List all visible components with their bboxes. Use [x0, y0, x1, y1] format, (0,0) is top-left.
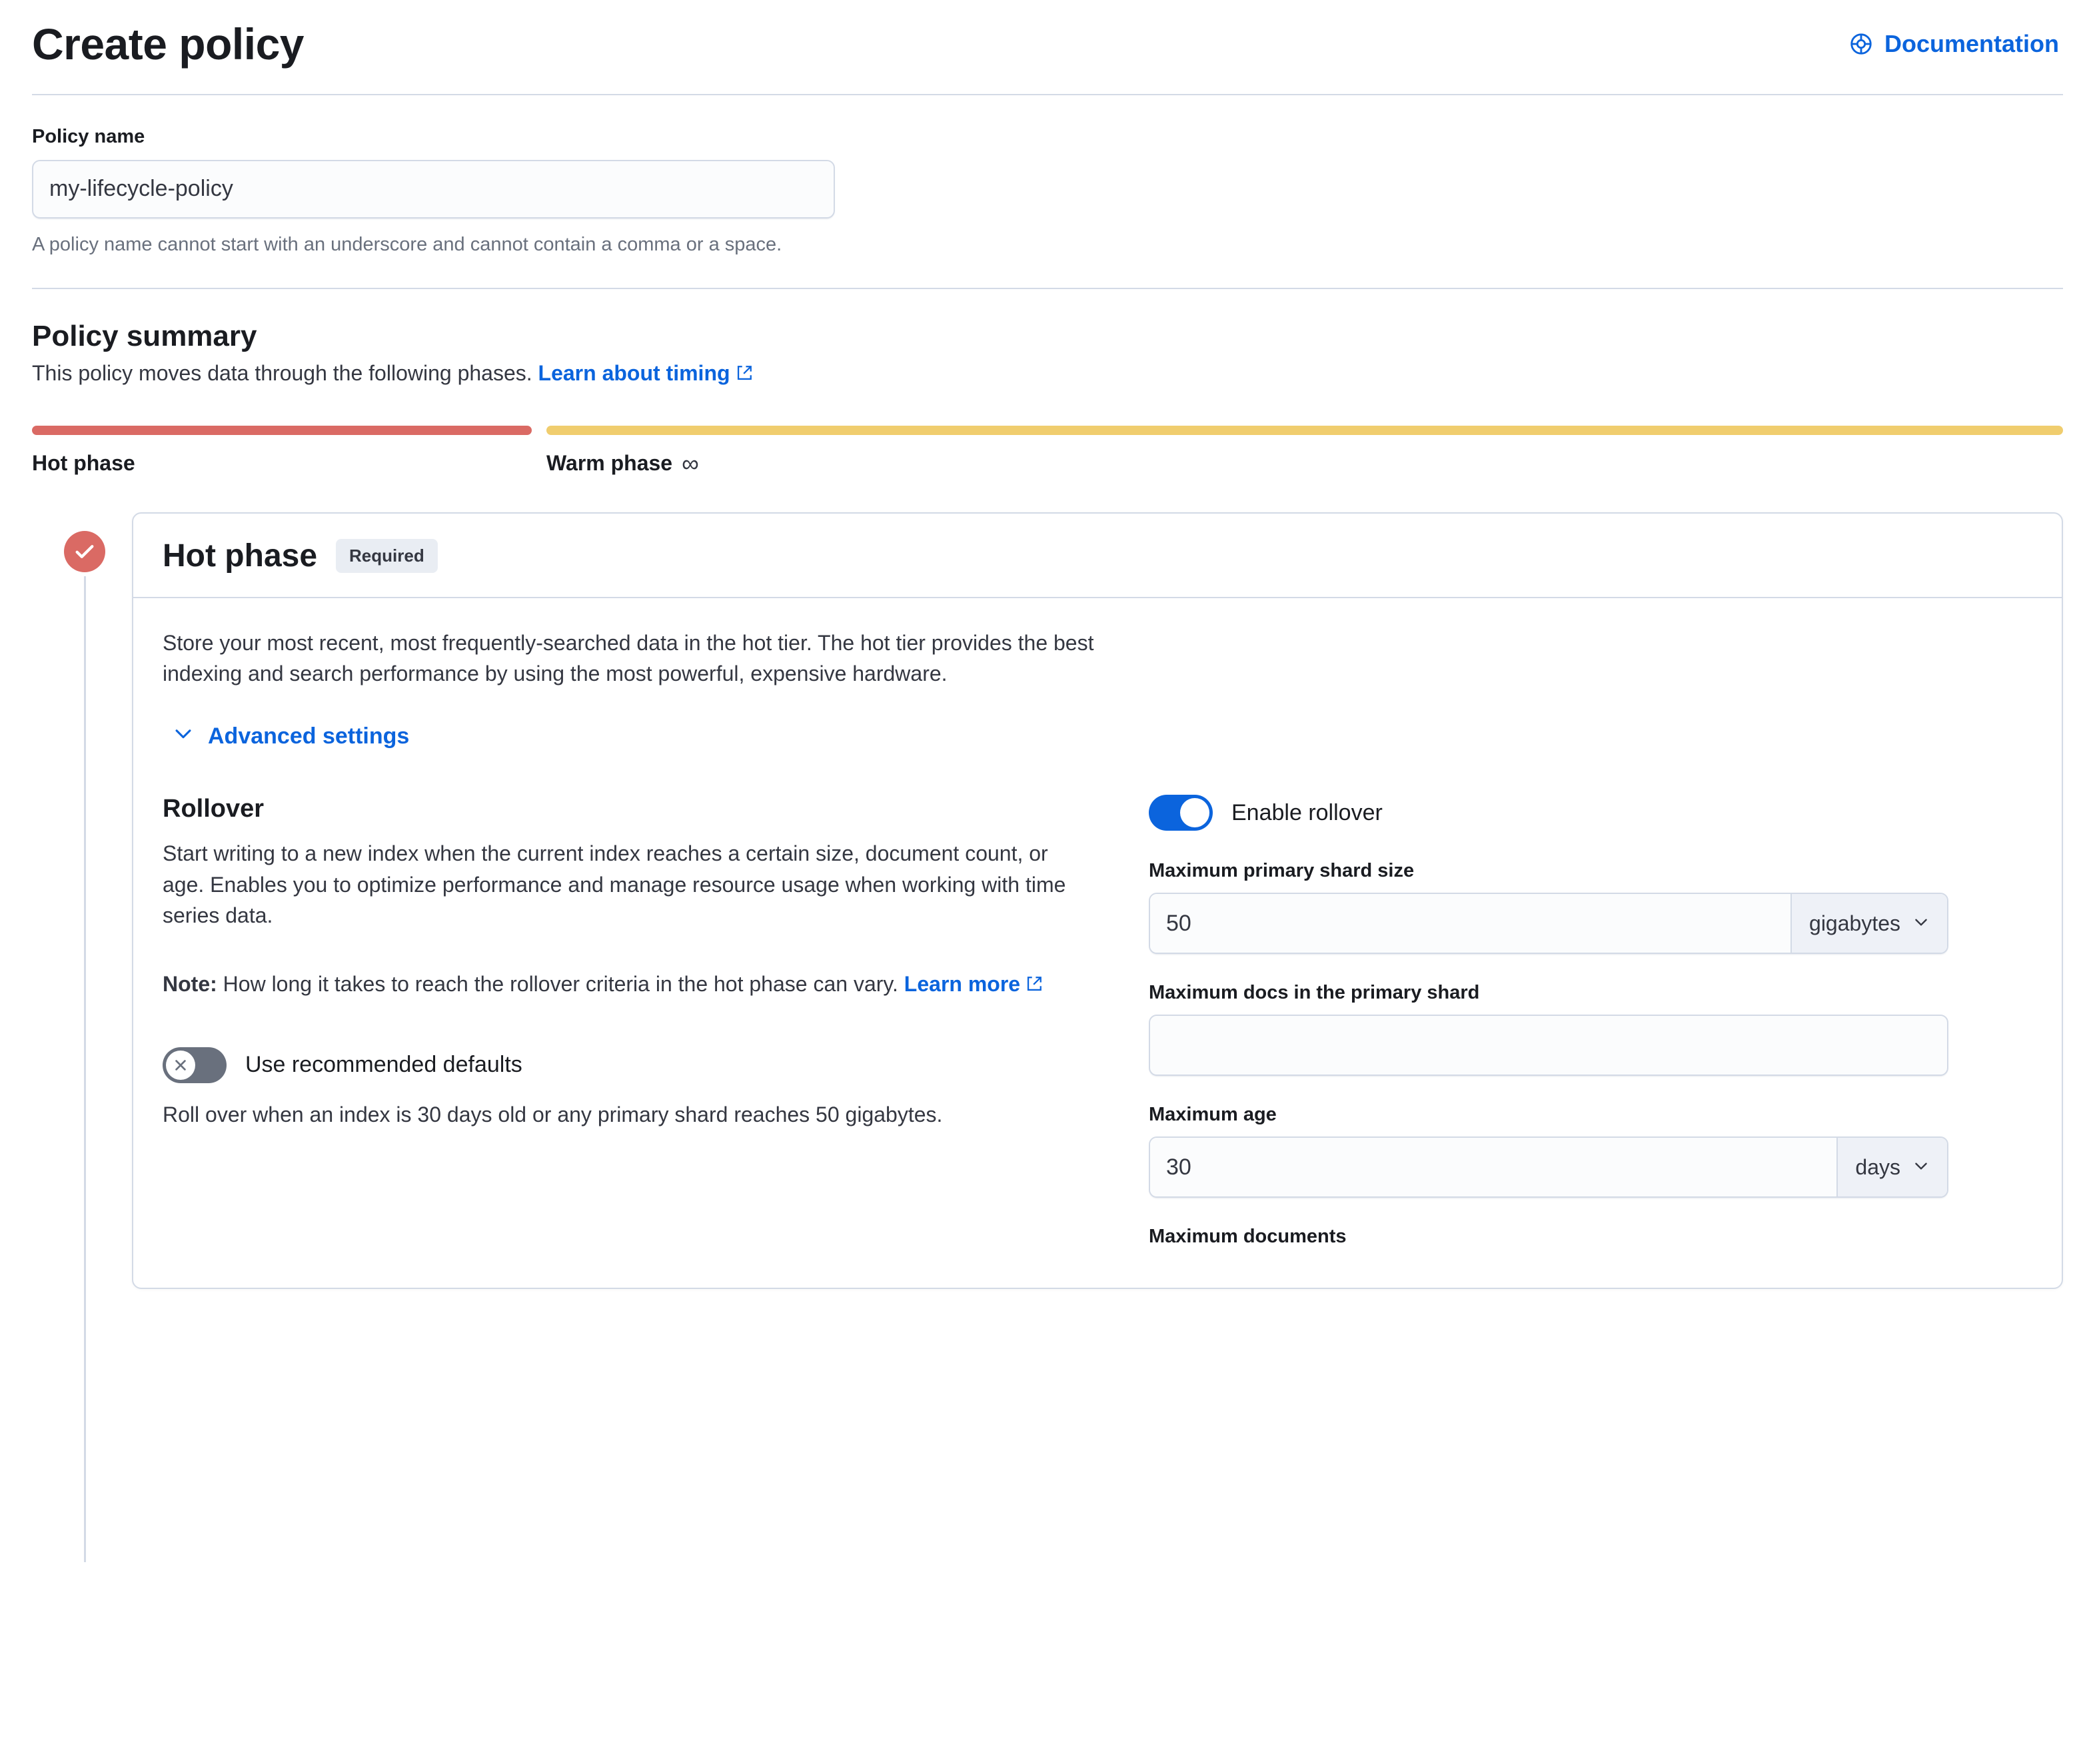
max-docs-primary-shard-input[interactable]	[1149, 1015, 1948, 1076]
max-age-unit-value: days	[1855, 1154, 1900, 1179]
warm-phase-bar-label-text: Warm phase	[546, 451, 673, 476]
rollover-info-column	[163, 795, 1095, 1248]
max-primary-shard-size-unit-value: gigabytes	[1809, 911, 1900, 935]
hot-phase-check-icon	[64, 531, 105, 572]
hot-phase-panel	[132, 512, 2063, 1290]
page-header	[32, 0, 2063, 94]
enable-rollover-toggle[interactable]	[1149, 795, 1213, 831]
advanced-settings-label: Advanced settings	[208, 723, 410, 749]
hot-phase-header[interactable]	[133, 514, 2062, 598]
documentation-label: Documentation	[1884, 30, 2059, 58]
hot-phase-area	[32, 512, 2063, 1290]
policy-name-label: Policy name	[32, 125, 145, 147]
infinity-icon: ∞	[682, 449, 699, 477]
max-primary-shard-size-label: Maximum primary shard size	[1149, 860, 1415, 882]
use-defaults-toggle-row	[163, 1047, 1095, 1083]
max-age-unit-select[interactable]	[1836, 1138, 1947, 1196]
hot-phase-description: Store your most recent, most frequently-searched data in the hot tier. The hot tier provides the best indexing and search performance by using the most powerful, expensive hardware.	[163, 630, 1094, 686]
policy-name-help: A policy name cannot start with an underscore and cannot contain a comma or a space.	[32, 233, 782, 255]
warm-phase-bar	[546, 426, 2063, 435]
chevron-down-icon	[172, 722, 195, 751]
use-recommended-defaults-label: Use recommended defaults	[245, 1052, 522, 1078]
max-primary-shard-size-field[interactable]	[1149, 893, 1948, 954]
defaults-description: Roll over when an index is 30 days old or any primary shard reaches 50 gigabytes.	[163, 1102, 943, 1126]
max-documents-label: Maximum documents	[1149, 1226, 1347, 1248]
external-link-icon	[736, 362, 753, 387]
advanced-settings-toggle[interactable]	[163, 722, 2032, 751]
max-primary-shard-size-group	[1149, 860, 2032, 954]
phase-bar-labels	[32, 450, 2063, 478]
enable-rollover-label: Enable rollover	[1231, 799, 1383, 825]
chevron-down-icon-unit-1	[1912, 911, 1930, 936]
policy-summary-description: This policy moves data through the following phases.	[32, 360, 532, 385]
rollover-fields-column	[1149, 795, 2032, 1248]
hot-phase-bar	[32, 426, 532, 435]
max-primary-shard-size-unit-select[interactable]	[1790, 894, 1947, 953]
rollover-note-text: How long it takes to reach the rollover criteria in the hot phase can vary.	[217, 971, 904, 996]
help-circle-icon	[1848, 31, 1874, 57]
hot-phase-bar-label-text: Hot phase	[32, 451, 135, 476]
policy-name-section	[32, 95, 2063, 288]
cross-icon	[166, 1051, 195, 1080]
policy-summary-title: Policy summary	[32, 319, 257, 352]
rollover-note-prefix: Note:	[163, 971, 217, 996]
max-primary-shard-size-input[interactable]: 50	[1150, 894, 1790, 953]
max-age-group	[1149, 1104, 2032, 1198]
policy-summary-section	[32, 289, 2063, 478]
learn-about-timing-link[interactable]: Learn about timing	[538, 360, 730, 385]
page-title: Create policy	[32, 19, 304, 69]
rollover-note	[163, 969, 1089, 1001]
required-badge: Required	[336, 539, 438, 573]
max-docs-primary-shard-label: Maximum docs in the primary shard	[1149, 982, 1480, 1004]
hot-phase-title: Hot phase	[163, 538, 318, 574]
phase-timeline	[32, 512, 132, 1290]
use-recommended-defaults-toggle[interactable]	[163, 1047, 227, 1083]
learn-more-link[interactable]: Learn more	[904, 971, 1021, 996]
policy-summary-subtitle	[32, 361, 2063, 387]
external-link-icon-2	[1026, 970, 1043, 1001]
max-age-input[interactable]: 30	[1150, 1138, 1836, 1196]
rollover-description: Start writing to a new index when the current index reaches a certain size, document count, or age. Enables you to optimize performance and manage resource usage when working with time series data.	[163, 841, 1066, 928]
max-docs-primary-shard-group	[1149, 982, 2032, 1076]
documentation-link[interactable]	[1848, 30, 2063, 58]
policy-name-input[interactable]: my-lifecycle-policy	[32, 160, 835, 219]
hot-phase-bar-label	[32, 450, 546, 478]
chevron-down-icon-unit-2	[1912, 1155, 1930, 1180]
phase-progress-bars	[32, 426, 2063, 435]
max-age-field[interactable]	[1149, 1136, 1948, 1198]
enable-rollover-row	[1149, 795, 2032, 831]
check-icon	[1180, 798, 1209, 827]
rollover-title: Rollover	[163, 795, 265, 823]
timeline-line	[84, 576, 86, 1562]
warm-phase-bar-label	[546, 450, 699, 478]
rollover-section	[163, 795, 2032, 1288]
max-age-label: Maximum age	[1149, 1104, 1277, 1126]
hot-phase-body	[133, 598, 2062, 1288]
